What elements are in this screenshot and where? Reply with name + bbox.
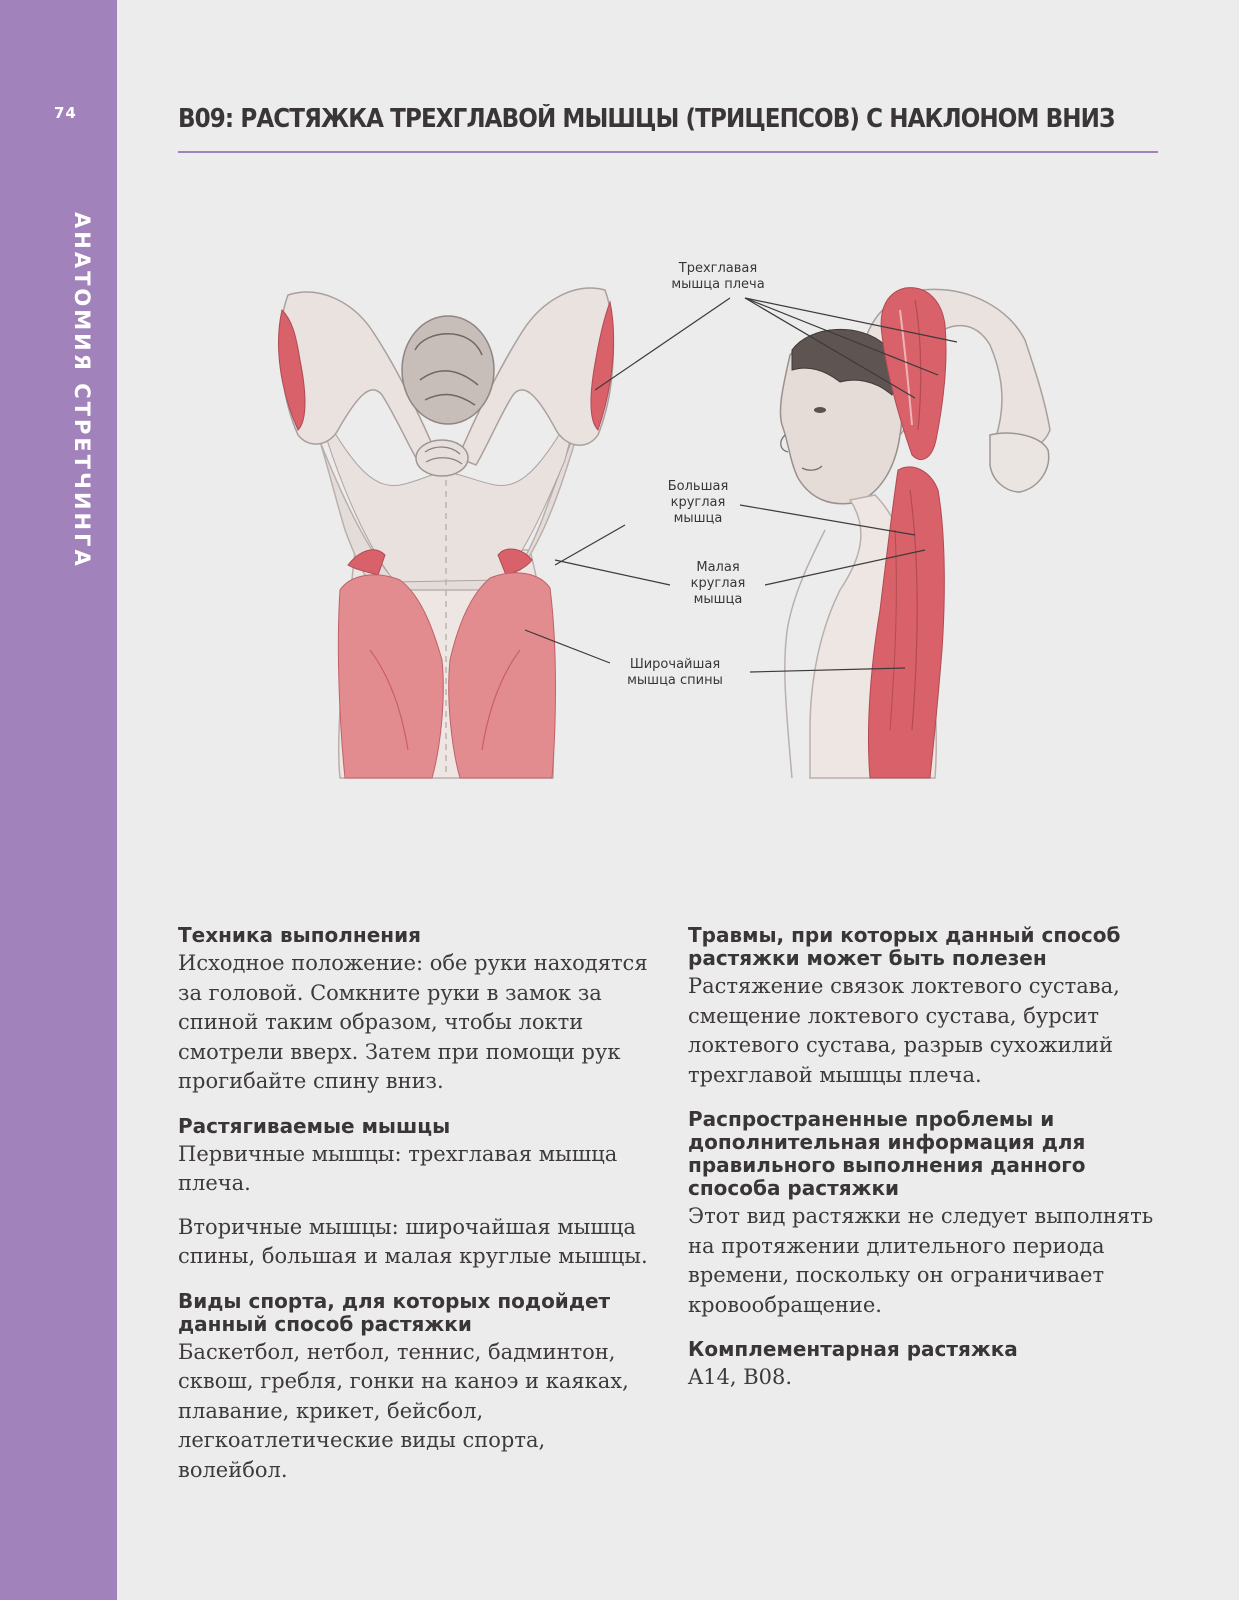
anatomy-illustration <box>170 230 1140 810</box>
technique-text: Исходное положение: обе руки находятся за головой. Сомкните руки в замок за спиной таким образом, чтобы локти смотрели вверх. Затем при помощи рук прогибайте спину вниз. <box>178 951 648 1093</box>
complementary-section <box>688 1338 1158 1393</box>
section-title: АНАТОМИЯ СТРЕТЧИНГА <box>70 212 94 569</box>
sports-section <box>178 1290 648 1486</box>
complementary-text: A14, B08. <box>688 1365 793 1389</box>
label-triceps: Трехглавая мышца плеча <box>671 261 765 292</box>
injuries-heading: Травмы, при которых данный способ растяжки может быть полезен <box>688 923 1121 970</box>
sidebar <box>0 0 117 1600</box>
injuries-section <box>688 924 1158 1090</box>
technique-section <box>178 924 648 1097</box>
sports-heading: Виды спорта, для которых подойдет данный способ растяжки <box>178 1288 611 1336</box>
muscles-secondary: Вторичные мышцы: широчайшая мышца спины, большая и малая круглые мышцы. <box>178 1214 648 1268</box>
anatomy-figure <box>170 230 1140 810</box>
problems-section <box>688 1108 1158 1320</box>
sports-text: Баскетбол, нетбол, теннис, бадминтон, сквош, гребля, гонки на каноэ и каяках, плавание, крикет, бейсбол, легкоатлетические виды спорта, волейбол. <box>178 1339 629 1482</box>
muscles-section <box>178 1115 648 1272</box>
problems-heading: Распространенные проблемы и дополнительная информация для правильного выполнения данного способа растяжки <box>688 1107 1086 1200</box>
technique-heading: Техника выполнения <box>178 923 421 947</box>
page-title: B09: РАСТЯЖКА ТРЕХГЛАВОЙ МЫШЦЫ (ТРИЦЕПСОВ) С НАКЛОНОМ ВНИЗ <box>178 104 1115 134</box>
problems-text: Этот вид растяжки не следует выполнять на протяжении длительного периода времени, поскольку он ограничивает кровообращение. <box>688 1204 1154 1317</box>
right-column <box>688 924 1158 1411</box>
complementary-heading: Комплементарная растяжка <box>688 1337 1018 1361</box>
label-latissimus: Широчайшая мышца спины <box>627 657 723 688</box>
page-number: 74 <box>54 104 77 122</box>
side-view-figure <box>780 288 1050 778</box>
injuries-text: Растяжение связок локтевого сустава, смещение локтевого сустава, бурсит локтевого сустава, разрыв сухожилий трехглавой мышцы плеча. <box>688 974 1120 1087</box>
title-rule <box>178 151 1158 153</box>
muscles-heading: Растягиваемые мышцы <box>178 1113 451 1138</box>
label-teres-major: Большая круглая мышца <box>667 479 729 526</box>
label-teres-minor: Малая круглая мышца <box>690 560 746 607</box>
left-column <box>178 924 648 1503</box>
figure-labels <box>627 261 765 688</box>
back-view-figure <box>279 288 614 778</box>
muscles-primary: Первичные мышцы: трехглавая мышца плеча. <box>178 1141 618 1195</box>
